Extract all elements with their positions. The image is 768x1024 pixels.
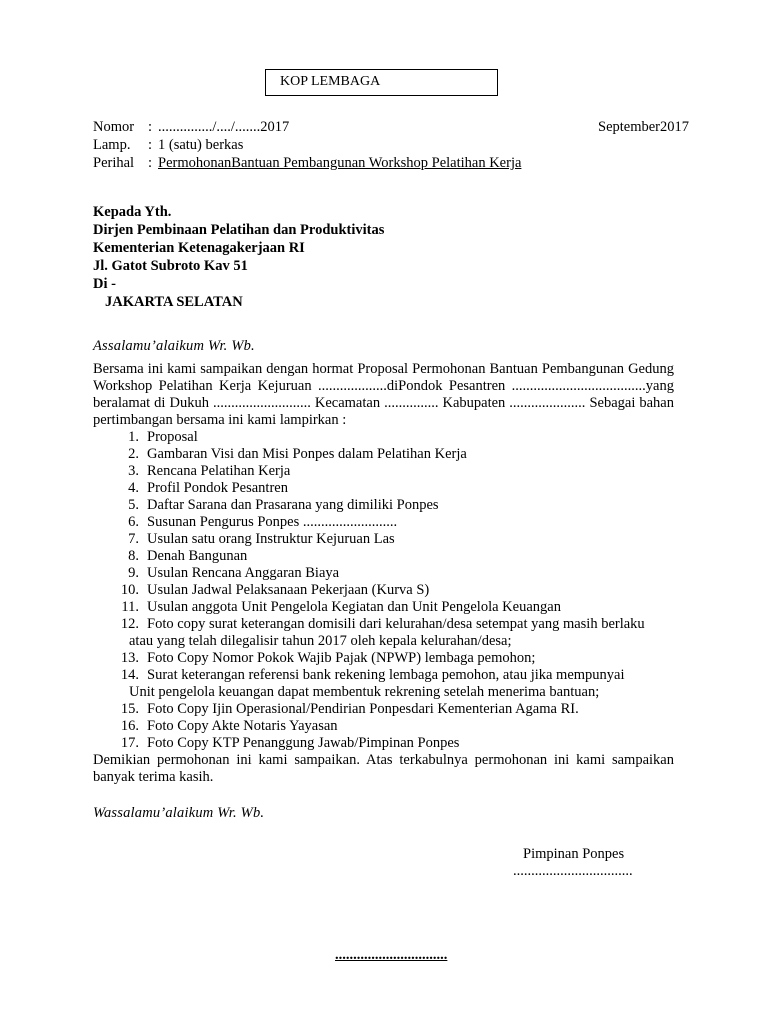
letter-meta (93, 118, 521, 172)
attachment-item (93, 480, 674, 497)
attachment-text-line: Foto Copy Ijin Operasional/Pendirian Ponpesdari Kementerian Agama RI. (147, 701, 579, 717)
attachment-number: 11. (121, 599, 139, 615)
attachment-number: 12. (120, 616, 139, 632)
attachment-text-line: Surat keterangan referensi bank rekening lembaga pemohon, atau jika mempunyai (147, 667, 625, 683)
attachment-item (93, 463, 674, 480)
attachment-number: 16. (120, 718, 139, 734)
attachment-text (139, 735, 674, 752)
attachment-text-line: Daftar Sarana dan Prasarana yang dimiliki Ponpes (147, 497, 439, 513)
address-line: Di - (93, 276, 116, 292)
attachment-item (93, 616, 674, 650)
attachment-text (139, 463, 674, 480)
colon: : (148, 137, 153, 153)
attachment-text (139, 429, 674, 446)
attachment-item (93, 497, 674, 514)
perihal-label: Perihal (93, 155, 135, 171)
attachment-text (139, 514, 674, 531)
attachment-text-line: Rencana Pelatihan Kerja (147, 463, 291, 479)
attachment-text-line: Foto Copy Akte Notaris Yayasan (147, 718, 338, 734)
attachment-text (139, 565, 674, 582)
letter-date: September2017 (598, 119, 690, 135)
attachment-text-line: Usulan Rencana Anggaran Biaya (147, 565, 340, 581)
attachment-text (139, 599, 674, 616)
attachment-text (139, 548, 674, 565)
nomor-value: .............../..../.......2017 (158, 119, 290, 135)
attachment-number: 8. (128, 548, 139, 564)
attachment-text (139, 446, 674, 463)
attachment-item (93, 446, 674, 463)
attachment-item (93, 667, 674, 701)
attachment-text-line: Usulan anggota Unit Pengelola Kegiatan dan Unit Pengelola Keuangan (147, 599, 561, 615)
colon: : (148, 155, 153, 171)
attachment-text-line: Foto Copy KTP Penanggung Jawab/Pimpinan Ponpes (147, 735, 460, 751)
attachment-item (93, 531, 674, 548)
lamp-row (93, 136, 521, 154)
attachment-number: 5. (128, 497, 139, 513)
attachment-text-line: Proposal (147, 429, 198, 445)
attachment-number: 13. (120, 650, 139, 666)
attachment-number: 17. (120, 735, 139, 751)
letter-body (93, 361, 674, 786)
lamp-value: 1 (satu) berkas (158, 137, 244, 153)
attachment-item (93, 565, 674, 582)
attachment-text (139, 701, 674, 718)
intro-paragraph: Bersama ini kami sampaikan dengan hormat Proposal Permohonan Bantuan Pembangunan Gedung Workshop Pelatihan Kerja Kejuruan ...................diPondok Pesantren .....................................yang beralamat di Dukuh ........................... Kecamatan ............... Kabupaten ..................... Sebagai bahan pertimbangan bersama ini kami lampirkan : (93, 361, 674, 428)
colon: : (148, 119, 153, 135)
attachment-text-line: Foto Copy Nomor Pokok Wajib Pajak (NPWP) lembaga pemohon; (147, 650, 536, 666)
attachment-text-continuation: atau yang telah dilegalisir tahun 2017 oleh kepala kelurahan/desa; (129, 633, 512, 649)
attachment-number: 9. (128, 565, 139, 581)
attachment-list (93, 429, 674, 752)
attachment-number: 4. (128, 480, 139, 496)
closing-greeting: Wassalamu’alaikum Wr. Wb. (93, 805, 265, 821)
attachment-text-line: Usulan Jadwal Pelaksanaan Pekerjaan (Kurva S) (147, 582, 430, 598)
attachment-item (93, 582, 674, 599)
attachment-number: 15. (120, 701, 139, 717)
attachment-number: 10. (120, 582, 139, 598)
attachment-item (93, 650, 674, 667)
address-line: Kepada Yth. (93, 204, 172, 220)
attachment-text (139, 650, 674, 667)
attachment-item (93, 718, 674, 735)
greeting: Assalamu’alaikum Wr. Wb. (93, 338, 255, 354)
letterhead-box: KOP LEMBAGA (265, 69, 498, 96)
attachment-text (139, 497, 674, 514)
nomor-label: Nomor (93, 119, 135, 135)
address-line: Jl. Gatot Subroto Kav 51 (93, 258, 248, 274)
attachment-number: 3. (128, 463, 139, 479)
signature-name-placeholder: ................................. (513, 863, 633, 879)
recipient-address (93, 203, 384, 311)
attachment-text (139, 480, 674, 497)
attachment-text (139, 531, 674, 548)
attachment-text-line: Foto copy surat keterangan domisili dari kelurahan/desa setempat yang masih berlaku (147, 616, 645, 632)
bottom-placeholder: ............................... (335, 947, 448, 963)
address-line: Kementerian Ketenagakerjaan RI (93, 240, 305, 256)
attachment-text (139, 718, 674, 735)
address-line: Dirjen Pembinaan Pelatihan dan Produktivitas (93, 222, 385, 238)
perihal-row (93, 154, 521, 172)
attachment-item (93, 514, 674, 531)
attachment-item (93, 701, 674, 718)
lamp-label: Lamp. (93, 137, 131, 153)
attachment-item (93, 548, 674, 565)
perihal-value: PermohonanBantuan Pembangunan Workshop Pelatihan Kerja (158, 155, 522, 171)
address-city: JAKARTA SELATAN (105, 294, 243, 310)
attachment-text-continuation: Unit pengelola keuangan dapat membentuk rekrening setelah menerima bantuan; (129, 684, 600, 700)
attachment-text-line: Denah Bangunan (147, 548, 248, 564)
attachment-text (139, 582, 674, 599)
signature-title: Pimpinan Ponpes (523, 846, 625, 862)
attachment-number: 1. (128, 429, 139, 445)
attachment-number: 7. (128, 531, 139, 547)
nomor-row (93, 118, 521, 136)
attachment-number: 6. (128, 514, 139, 530)
attachment-number: 2. (128, 446, 139, 462)
attachment-text-line: Usulan satu orang Instruktur Kejuruan Las (147, 531, 395, 547)
attachment-text-line: Profil Pondok Pesantren (147, 480, 288, 496)
attachment-text-line: Gambaran Visi dan Misi Ponpes dalam Pelatihan Kerja (147, 446, 467, 462)
outro-paragraph: Demikian permohonan ini kami sampaikan. Atas terkabulnya permohonan ini kami sampaikan banyak terima kasih. (93, 752, 674, 785)
attachment-item (93, 429, 674, 446)
attachment-item (93, 599, 674, 616)
attachment-text-line: Susunan Pengurus Ponpes .......................... (147, 514, 398, 530)
attachment-item (93, 735, 674, 752)
attachment-number: 14. (120, 667, 139, 683)
